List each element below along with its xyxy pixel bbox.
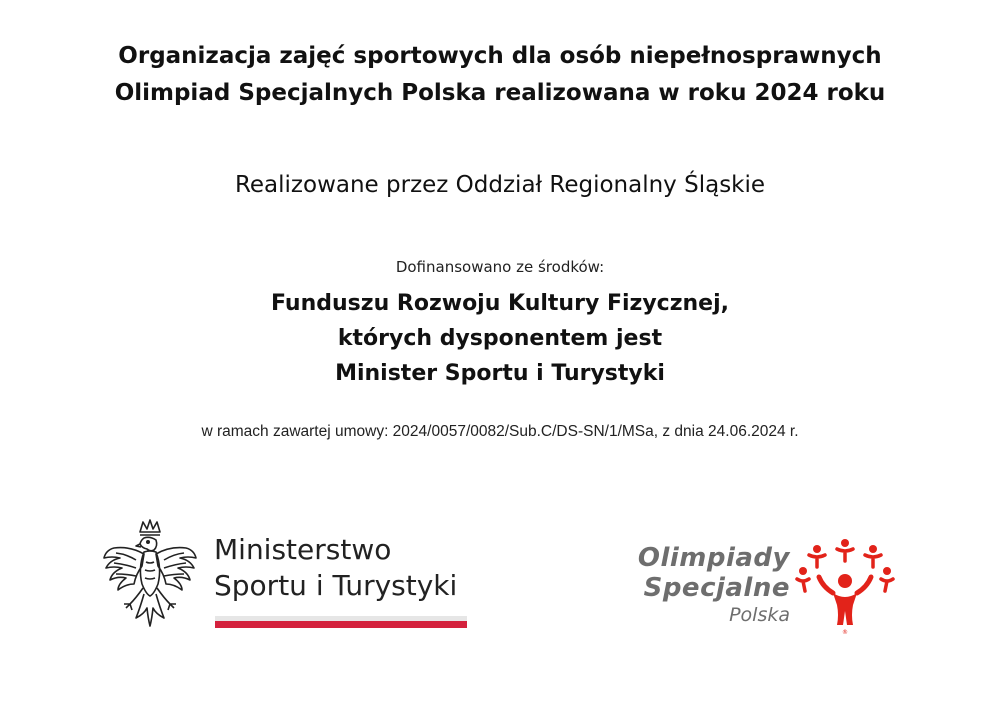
fund-name: Funduszu Rozwoju Kultury Fizycznej, (271, 291, 729, 316)
ministry-logo (100, 518, 470, 633)
fund-minister: Minister Sportu i Turystyki (335, 361, 665, 386)
document-title (0, 38, 1000, 112)
ministry-name-line-1: Ministerstwo (214, 533, 392, 566)
fund-dispenser-text: których dysponentem jest (337, 326, 663, 351)
svg-text:®: ® (842, 629, 848, 635)
implementer-line: Realizowane przez Oddział Regionalny Śląskie (234, 172, 766, 198)
ministry-name-line-2: Sportu i Turystyki (214, 569, 458, 602)
fund-block (0, 286, 1000, 391)
special-olympics-mark-icon (795, 535, 895, 635)
special-olympics-logo (605, 535, 895, 635)
special-olympics-line-3: Polska (729, 604, 790, 626)
ministry-name (214, 532, 457, 604)
special-olympics-line-2: Specjalne (643, 573, 790, 603)
title-line-1: Organizacja zajęć sportowych dla osób niepełnosprawnych (118, 43, 882, 69)
polish-eagle-icon (100, 518, 200, 630)
title-line-2: Olimpiad Specjalnych Polska realizowana w roku 2024 roku (114, 80, 886, 106)
special-olympics-wordmark (638, 543, 790, 627)
contract-line: w ramach zawartej umowy: 2024/0057/0082/Sub.C/DS-SN/1/MSa, z dnia 24.06.2024 r. (201, 423, 799, 440)
flag-stripe-red (215, 621, 467, 628)
cofunding-intro: Dofinansowano ze środków: (395, 258, 605, 276)
special-olympics-line-1: Olimpiady (637, 543, 790, 573)
